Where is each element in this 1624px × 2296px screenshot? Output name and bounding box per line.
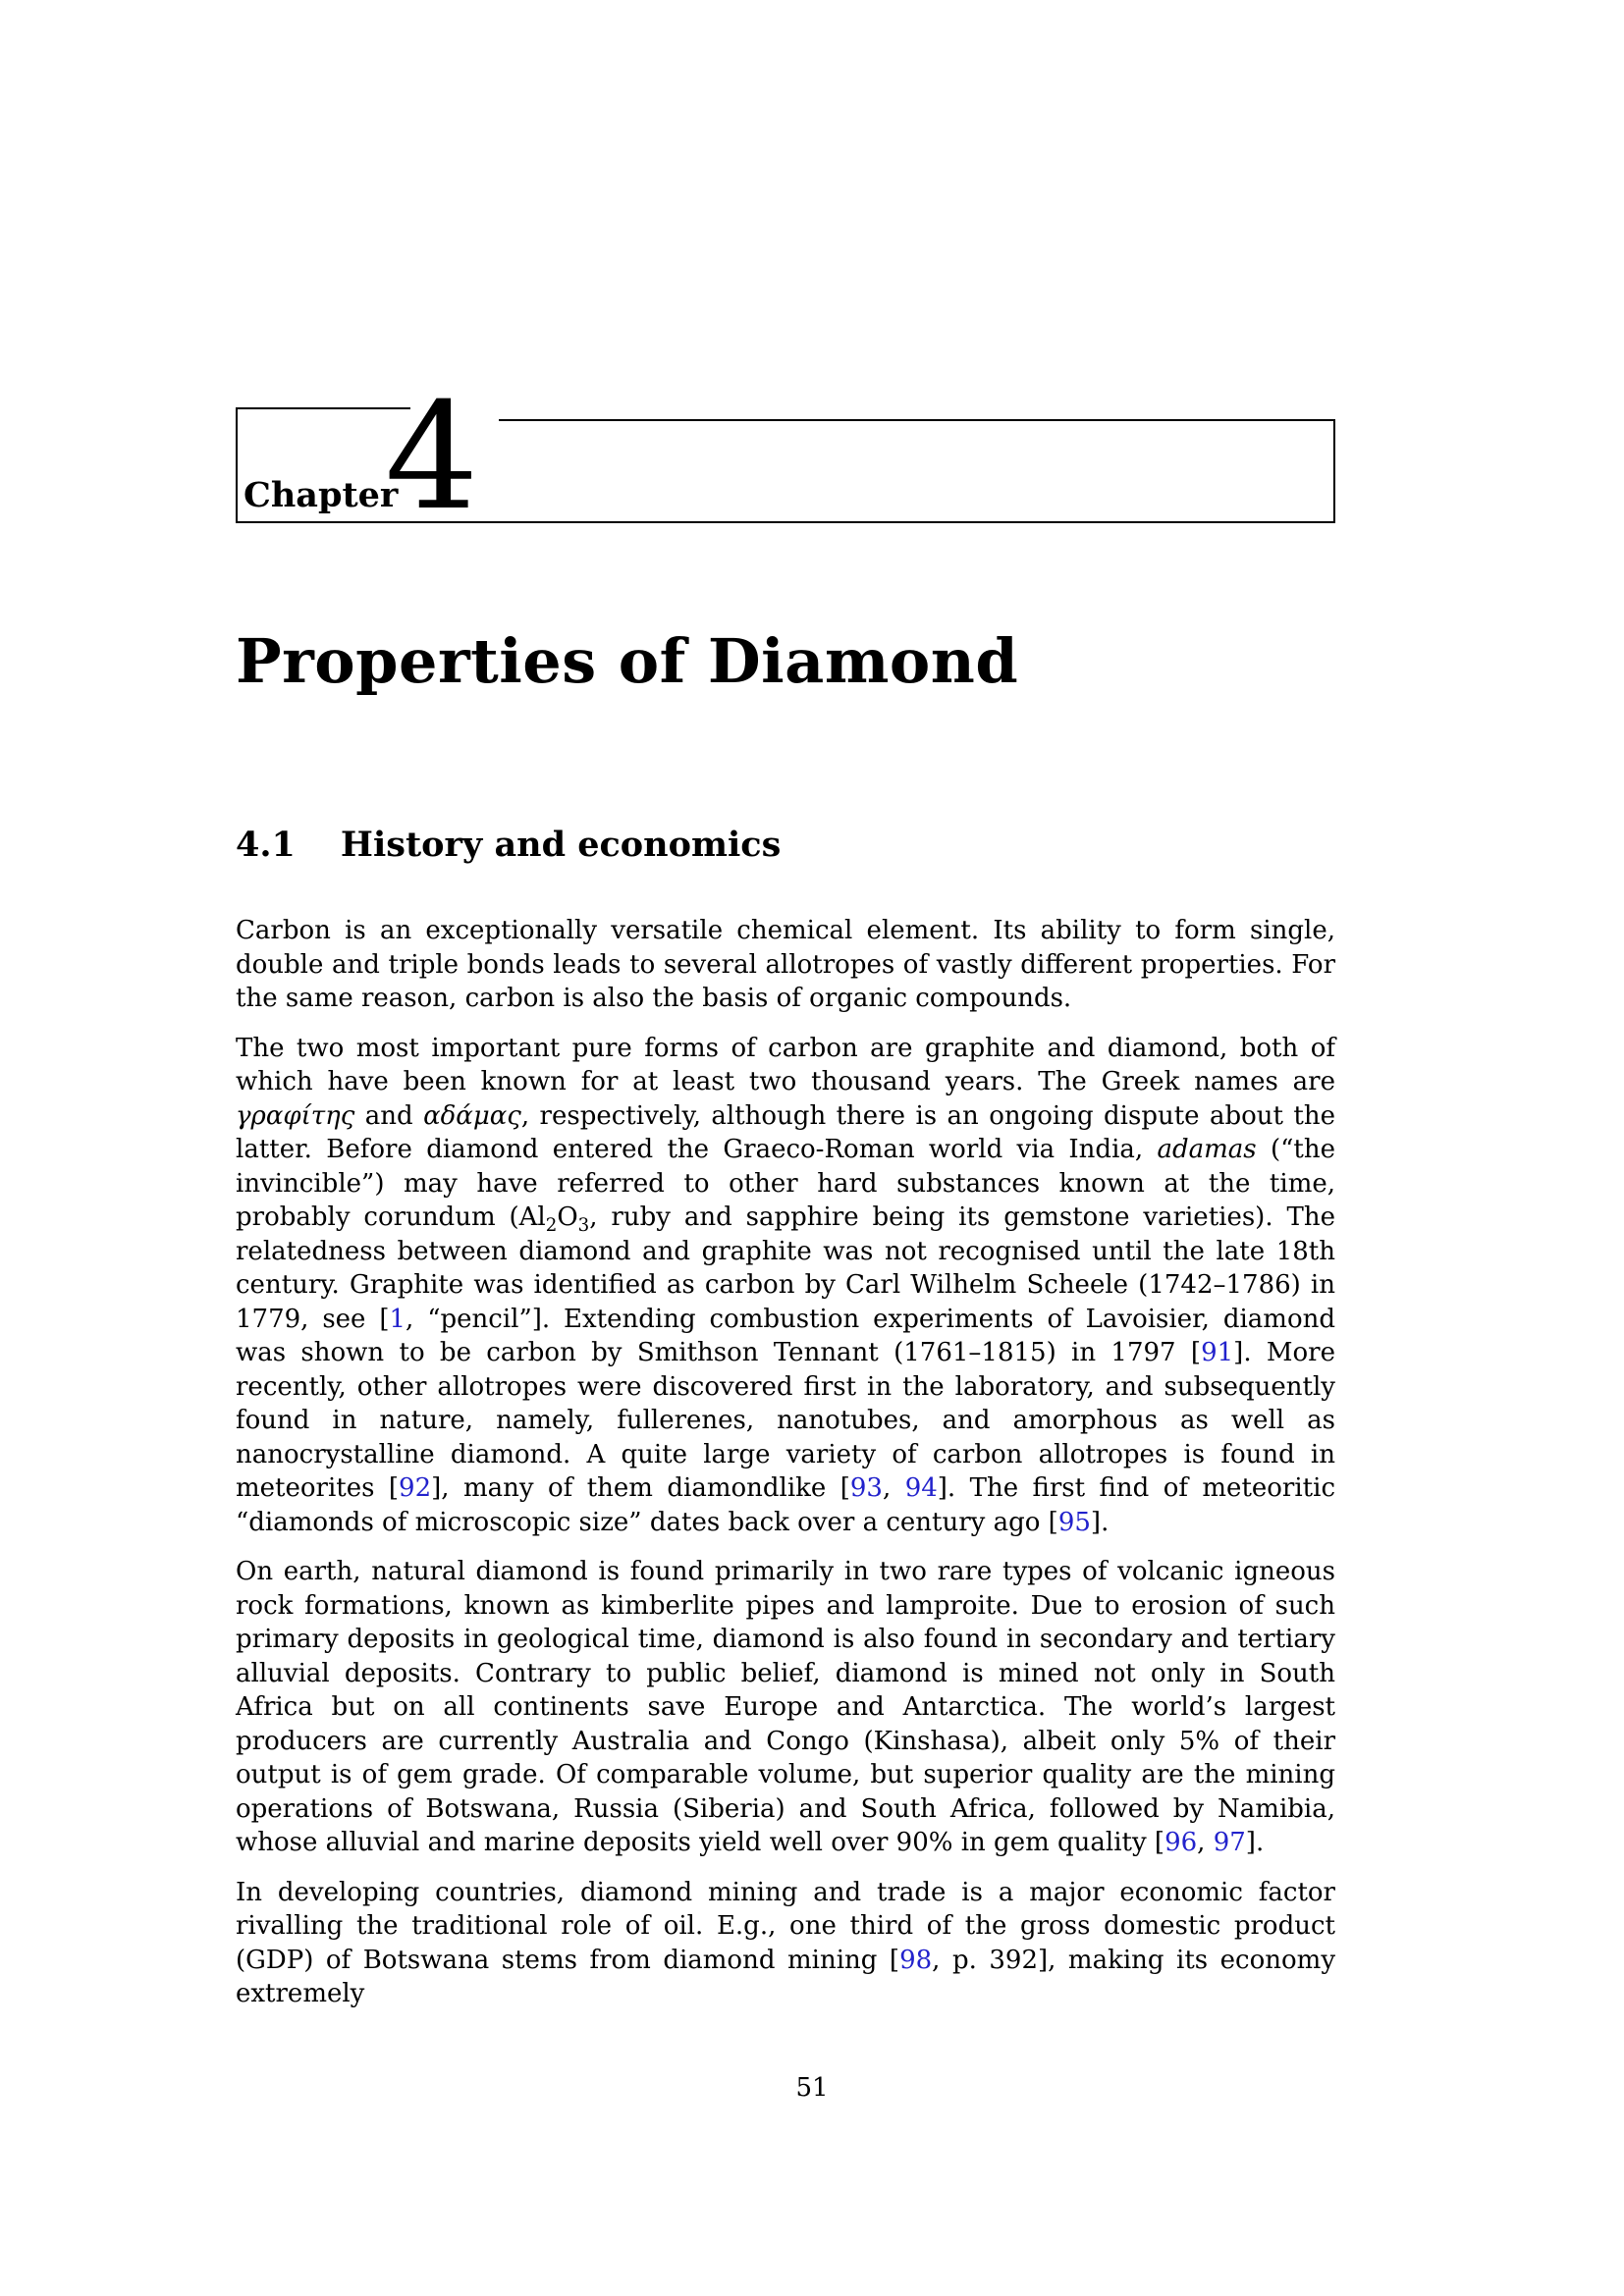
italic-term: adamas — [1157, 1135, 1257, 1164]
citation-link[interactable]: 96 — [1164, 1828, 1198, 1857]
text-run: and — [354, 1100, 424, 1131]
subscript: 2 — [545, 1215, 558, 1237]
citation-link[interactable]: 98 — [899, 1945, 933, 1975]
text-run: ]. — [1090, 1507, 1110, 1537]
chapter-label: Chapter — [244, 475, 399, 515]
paragraph — [236, 1032, 1335, 1540]
section-title: History and economics — [340, 825, 782, 865]
text-run: ]. The first find of meteoritic “diamonds of microscopic size” dates back over a century ago [ — [236, 1473, 1336, 1537]
citation-link[interactable]: 97 — [1213, 1828, 1246, 1857]
text-run: Carbon is an exceptionally versatile chemical element. Its ability to form single, double and triple bonds leads to several allotropes of vastly different properties. For the same reason, carbon is also the basis of organic compounds. — [236, 916, 1335, 1013]
citation-link[interactable]: 95 — [1057, 1507, 1091, 1537]
section-heading — [236, 825, 1335, 865]
text-run: ]. — [1245, 1828, 1265, 1857]
chapter-title: Properties of Diamond — [236, 625, 1019, 697]
paragraph — [236, 914, 1335, 1016]
paragraph — [236, 1555, 1335, 1860]
citation-link[interactable]: 92 — [399, 1473, 432, 1503]
chapter-heading — [236, 372, 1335, 543]
text-run: (“the invincible”) may have referred to other hard substances known at the time, probably corundum (Al — [236, 1135, 1335, 1232]
text-run: O — [557, 1202, 578, 1232]
text-run: , — [1197, 1828, 1214, 1857]
greek-term: γραφίτης — [236, 1100, 355, 1131]
chapter-rule-right — [1333, 419, 1335, 523]
citation-link[interactable]: 93 — [849, 1473, 883, 1503]
subscript: 3 — [577, 1215, 590, 1237]
text-column — [236, 0, 1335, 2011]
text-run: , ruby and sapphire being its gemstone varieties). The relatedness between diamond and graphite was not recognised until the late 18th century. Graphite was identified as carbon by Carl Wilhelm Scheele (1742–1786) in 1779, see [ — [236, 1202, 1335, 1334]
text-run: , “pencil”]. Extending combustion experiments of Lavoisier, diamond was shown to be carbon by Smithson Tennant (1761–1815) in 1797 [ — [236, 1304, 1335, 1367]
body-text — [236, 914, 1335, 2011]
section-number: 4.1 — [236, 825, 296, 865]
text-run: , — [882, 1473, 905, 1503]
paragraph — [236, 1876, 1335, 2011]
chapter-rule-left — [236, 407, 238, 523]
greek-term: αδάμας — [423, 1100, 521, 1131]
chapter-rule-top-right — [499, 419, 1335, 421]
text-run: In developing countries, diamond mining and trade is a major economic factor rivalling the traditional role of oil. E.g., one third of the gross domestic product (GDP) of Botswana stems from diamond mining [ — [236, 1877, 1335, 1975]
citation-link[interactable]: 1 — [389, 1304, 406, 1334]
citation-link[interactable]: 94 — [904, 1473, 938, 1503]
page-number: 51 — [795, 2073, 829, 2103]
text-run: ]. More recently, other allotropes were discovered first in the laboratory, and subsequently found in nature, namely, fullerenes, nanotubes, and amorphous as well as nanocrystalline diamond. A quite large variety of carbon allotropes is found in meteorites [ — [236, 1338, 1336, 1503]
text-run: On earth, natural diamond is found primarily in two rare types of volcanic igneous rock formations, known as kimberlite pipes and lamproite. Due to erosion of such primary deposits in geological time, diamond is also found in secondary and tertiary alluvial deposits. Contrary to public belief, diamond is mined not only in South Africa but on all continents save Europe and Antarctica. The world’s largest producers are currently Australia and Congo (Kinshasa), albeit only 5% of their output is of gem grade. Of comparable volume, but superior quality are the mining operations of Botswana, Russia (Siberia) and South Africa, followed by Namibia, whose alluvial and marine deposits yield well over 90% in gem quality [ — [236, 1557, 1335, 1857]
text-run: ], many of them diamondlike [ — [431, 1473, 850, 1503]
text-run: , p. 392], making its economy extremely — [236, 1945, 1336, 2008]
text-run: , respectively, although there is an ongoing dispute about the latter. Before diamond entered the Graeco-Roman world via India, — [236, 1100, 1335, 1164]
citation-link[interactable]: 91 — [1201, 1338, 1234, 1367]
text-run: The two most important pure forms of carbon are graphite and diamond, both of which have been known for at least two thousand years. The Greek names are — [236, 1033, 1335, 1096]
chapter-number: 4 — [385, 372, 479, 543]
